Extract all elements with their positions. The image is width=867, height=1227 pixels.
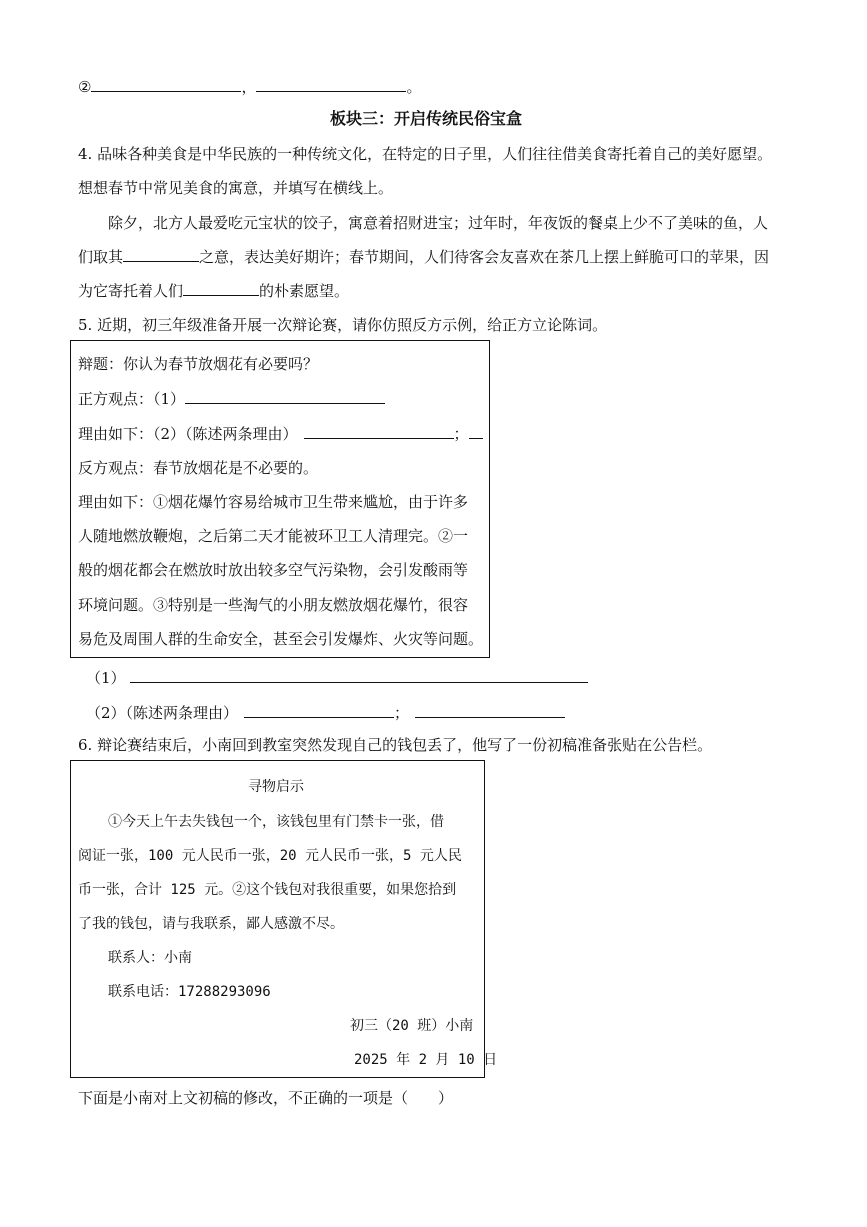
pro-reason (78, 423, 483, 444)
con-reason-line1: 理由如下：①烟花爆竹容易给城市卫生带来尴尬，由于许多 (78, 493, 469, 511)
pro-view (78, 388, 385, 409)
blank[interactable] (91, 76, 241, 92)
blank[interactable] (244, 702, 394, 718)
answer-2 (86, 702, 565, 723)
notice-signer: 初三（20 班）小南 (350, 1018, 474, 1034)
notice-body-line3: 币一张，合计 125 元。②这个钱包对我很重要，如果您拾到 (78, 882, 457, 898)
con-reason-line3: 般的烟花都会在燃放时放出较多空气污染物，会引发酸雨等 (78, 561, 469, 579)
notice-body-line1: ①今天上午去失钱包一个，该钱包里有门禁卡一张，借 (108, 814, 444, 830)
text: （1） (86, 669, 126, 687)
circle-number: ② (78, 78, 92, 96)
q4-para-line2 (78, 246, 769, 267)
text: 为它寄托着人们 (78, 282, 184, 300)
blank[interactable] (256, 76, 406, 92)
text: （2）（陈述两条理由） (86, 704, 239, 722)
text: 的朴素愿望。 (259, 282, 350, 300)
notice-date: 2025 年 2 月 10 日 (354, 1052, 498, 1068)
q6-stem: 6. 辩论赛结束后，小南回到教室突然发现自己的钱包丢了，他写了一份初稿准备张贴在公告栏。 (78, 736, 713, 754)
blank[interactable] (304, 423, 454, 439)
q5-stem: 5. 近期，初三年级准备开展一次辩论赛，请你仿照反方示例，给正方立论陈词。 (78, 316, 608, 334)
answer-1 (86, 667, 588, 688)
notice-body-line4: 了我的钱包，请与我联系，鄙人感激不尽。 (78, 916, 344, 932)
text: 之意，表达美好期许；春节期间，人们待客会友喜欢在茶几上摆上鲜脆可口的苹果，因 (199, 248, 770, 266)
answer-line-2 (78, 76, 421, 97)
notice-title: 寻物启示 (248, 779, 304, 795)
notice-phone: 联系电话：17288293096 (108, 984, 271, 1000)
text: 们取其 (78, 248, 124, 266)
q4-para-line1: 除夕，北方人最爱吃元宝状的饺子，寓意着招财进宝；过年时，年夜饭的餐桌上少不了美味的鱼，人 (108, 214, 769, 232)
con-view: 反方观点：春节放烟花是不必要的。 (78, 459, 319, 477)
section-title: 板块三：开启传统民俗宝盒 (330, 109, 523, 128)
text: ； (394, 704, 410, 722)
notice-contact: 联系人：小南 (108, 950, 192, 966)
con-reason-line5: 易危及周围人群的生命安全，甚至会引发爆炸、火灾等问题。 (78, 630, 484, 648)
text: 正方观点：（1） (78, 390, 186, 408)
q4-stem-line1: 4. 品味各种美食是中华民族的一种传统文化，在特定的日子里，人们往往借美食寄托着自己的美好愿望。 (78, 145, 773, 163)
q6-question: 下面是小南对上文初稿的修改，不正确的一项是（ ） (78, 1089, 454, 1107)
con-reason-line4: 环境问题。③特别是一些淘气的小朋友燃放烟花爆竹，很容 (78, 596, 469, 614)
q4-stem-line2: 想想春节中常见美食的寓意，并填写在横线上。 (78, 179, 394, 197)
text: 理由如下：（2）（陈述两条理由） (78, 425, 298, 443)
blank[interactable] (123, 246, 199, 262)
q4-para-line3 (78, 280, 349, 301)
debate-topic: 辩题：你认为春节放烟花有必要吗？ (78, 355, 319, 373)
blank[interactable] (183, 280, 259, 296)
notice-body-line2: 阅证一张，100 元人民币一张，20 元人民币一张，5 元人民 (78, 848, 462, 864)
blank[interactable] (185, 388, 385, 404)
text: ； (453, 425, 469, 443)
comma: ， (241, 78, 257, 96)
blank[interactable] (415, 702, 565, 718)
blank[interactable] (469, 423, 483, 439)
blank[interactable] (130, 667, 588, 683)
con-reason-line2: 人随地燃放鞭炮，之后第二天才能被环卫工人清理完。②一 (78, 527, 469, 545)
period: 。 (406, 78, 422, 96)
